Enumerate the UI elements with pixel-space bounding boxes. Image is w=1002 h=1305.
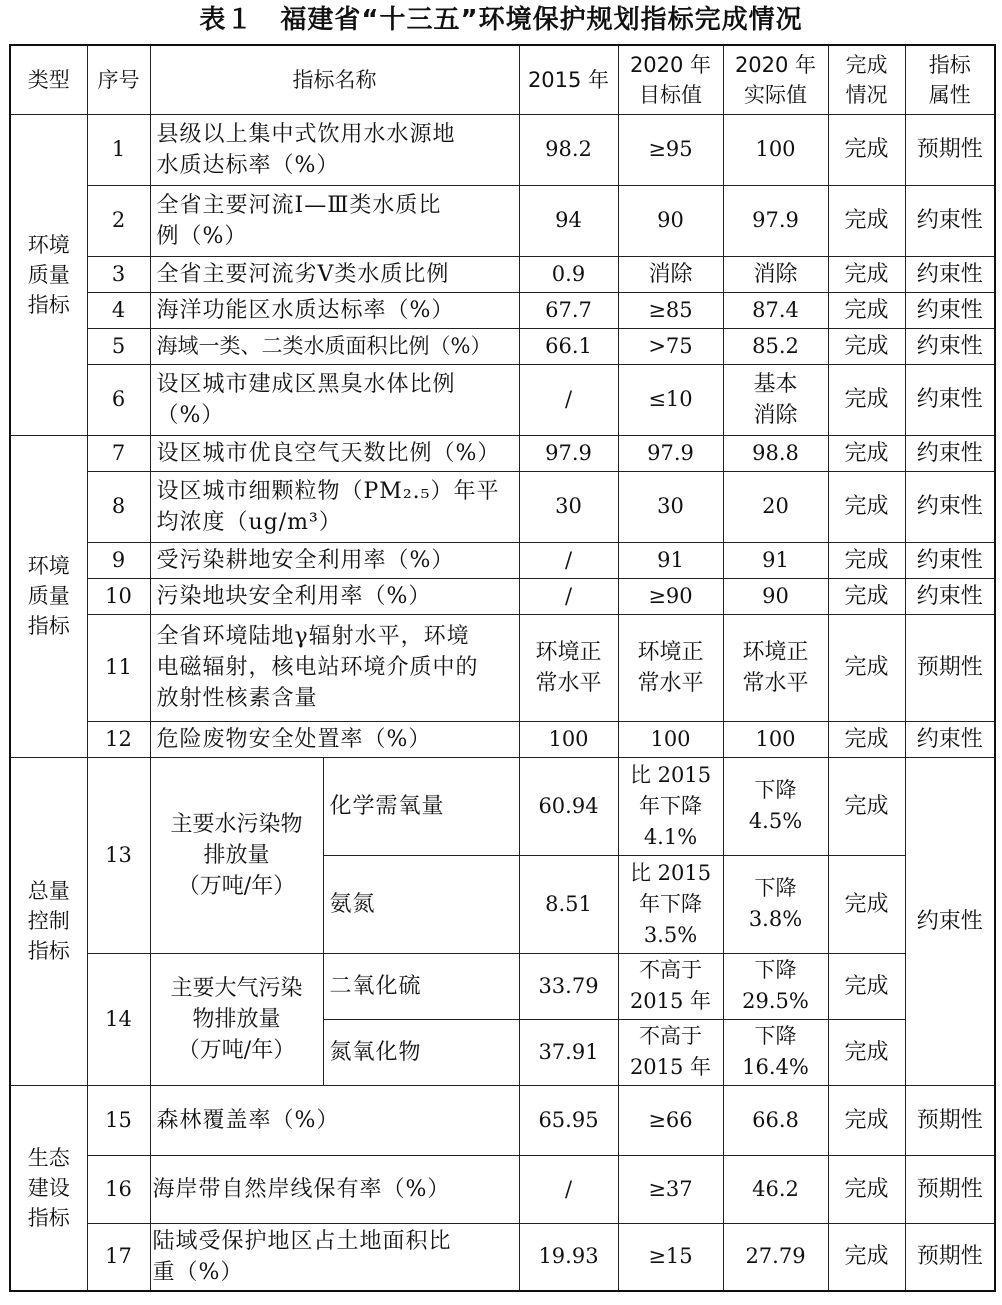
value-2015: / bbox=[519, 364, 618, 435]
indicator-name: 县级以上集中式饮用水水源地 水质达标率（%） bbox=[150, 114, 519, 185]
value-actual: 85.2 bbox=[723, 328, 828, 364]
header-name: 指标名称 bbox=[150, 45, 519, 114]
status-cell: 完成 bbox=[828, 721, 905, 757]
header-attr: 指标 属性 bbox=[905, 45, 995, 114]
table-row bbox=[10, 364, 995, 435]
table-row bbox=[10, 1223, 995, 1291]
seq-cell: 8 bbox=[87, 471, 150, 542]
status-cell: 完成 bbox=[828, 1085, 905, 1155]
indicator-name: 受污染耕地安全利用率（%） bbox=[150, 542, 519, 578]
attr-cell: 约束性 bbox=[905, 721, 995, 757]
attr-cell: 约束性 bbox=[905, 578, 995, 614]
table-row bbox=[10, 578, 995, 614]
header-row bbox=[10, 45, 995, 114]
status-cell: 完成 bbox=[828, 435, 905, 471]
seq-cell: 3 bbox=[87, 256, 150, 292]
seq-cell: 4 bbox=[87, 292, 150, 328]
value-actual: 下降 16.4% bbox=[723, 1019, 828, 1085]
seq-cell: 12 bbox=[87, 721, 150, 757]
attr-cell: 约束性 bbox=[905, 185, 995, 256]
status-cell: 完成 bbox=[828, 1223, 905, 1291]
value-2015: / bbox=[519, 542, 618, 578]
table-row bbox=[10, 185, 995, 256]
table-row bbox=[10, 953, 995, 1019]
value-2015: 65.95 bbox=[519, 1085, 618, 1155]
table-title: 表１ 福建省“十三五”环境保护规划指标完成情况 bbox=[199, 5, 803, 35]
value-actual: 20 bbox=[723, 471, 828, 542]
value-actual: 环境正 常水平 bbox=[723, 614, 828, 721]
value-actual: 下降 4.5% bbox=[723, 757, 828, 855]
status-cell: 完成 bbox=[828, 953, 905, 1019]
group-name-air: 主要大气污染 物排放量 （万吨/年） bbox=[150, 953, 323, 1085]
status-cell: 完成 bbox=[828, 328, 905, 364]
value-target: 环境正 常水平 bbox=[618, 614, 723, 721]
category-env-quality-1: 环境 质量 指标 bbox=[10, 114, 87, 435]
value-target: ≤10 bbox=[618, 364, 723, 435]
status-cell: 完成 bbox=[828, 855, 905, 953]
attr-cell: 约束性 bbox=[905, 292, 995, 328]
status-cell: 完成 bbox=[828, 471, 905, 542]
table-row bbox=[10, 1155, 995, 1223]
indicator-name: 污染地块安全利用率（%） bbox=[150, 578, 519, 614]
value-target: 消除 bbox=[618, 256, 723, 292]
attr-cell: 预期性 bbox=[905, 1223, 995, 1291]
status-cell: 完成 bbox=[828, 364, 905, 435]
table-row bbox=[10, 471, 995, 542]
value-actual: 100 bbox=[723, 114, 828, 185]
header-seq: 序号 bbox=[87, 45, 150, 114]
status-cell: 完成 bbox=[828, 185, 905, 256]
status-cell: 完成 bbox=[828, 1019, 905, 1085]
attr-cell: 预期性 bbox=[905, 614, 995, 721]
table-row bbox=[10, 435, 995, 471]
value-target: 100 bbox=[618, 721, 723, 757]
group-name-water: 主要水污染物 排放量 （万吨/年） bbox=[150, 757, 323, 953]
attr-cell: 约束性 bbox=[905, 471, 995, 542]
value-target: 97.9 bbox=[618, 435, 723, 471]
attr-cell: 约束性 bbox=[905, 328, 995, 364]
value-2015: 67.7 bbox=[519, 292, 618, 328]
value-target: 30 bbox=[618, 471, 723, 542]
attr-cell: 约束性 bbox=[905, 364, 995, 435]
value-target: 91 bbox=[618, 542, 723, 578]
status-cell: 完成 bbox=[828, 114, 905, 185]
value-2015: 环境正 常水平 bbox=[519, 614, 618, 721]
table-row bbox=[10, 256, 995, 292]
value-2015: 60.94 bbox=[519, 757, 618, 855]
attr-cell-total: 约束性 bbox=[905, 757, 995, 1085]
value-actual: 46.2 bbox=[723, 1155, 828, 1223]
value-actual: 基本 消除 bbox=[723, 364, 828, 435]
attr-cell: 约束性 bbox=[905, 435, 995, 471]
table-row bbox=[10, 114, 995, 185]
table-row bbox=[10, 328, 995, 364]
value-target: 比 2015 年下降 3.5% bbox=[618, 855, 723, 953]
indicator-name: 陆域受保护地区占土地面积比 重（%） bbox=[150, 1223, 519, 1291]
seq-cell: 14 bbox=[87, 953, 150, 1085]
seq-cell: 5 bbox=[87, 328, 150, 364]
table-row bbox=[10, 757, 995, 855]
value-2015: / bbox=[519, 1155, 618, 1223]
sub-indicator-name: 氨氮 bbox=[323, 855, 519, 953]
seq-cell: 17 bbox=[87, 1223, 150, 1291]
attr-cell: 预期性 bbox=[905, 1155, 995, 1223]
status-cell: 完成 bbox=[828, 578, 905, 614]
value-target: ≥90 bbox=[618, 578, 723, 614]
value-actual: 66.8 bbox=[723, 1085, 828, 1155]
value-2015: 100 bbox=[519, 721, 618, 757]
indicator-name: 危险废物安全处置率（%） bbox=[150, 721, 519, 757]
seq-cell: 7 bbox=[87, 435, 150, 471]
indicator-name: 设区城市建成区黑臭水体比例 （%） bbox=[150, 364, 519, 435]
table-row bbox=[10, 721, 995, 757]
seq-cell: 11 bbox=[87, 614, 150, 721]
header-target: 2020 年 目标值 bbox=[618, 45, 723, 114]
category-env-quality-2: 环境 质量 指标 bbox=[10, 435, 87, 757]
value-target: 比 2015 年下降 4.1% bbox=[618, 757, 723, 855]
indicator-name: 森林覆盖率（%） bbox=[150, 1085, 519, 1155]
status-cell: 完成 bbox=[828, 292, 905, 328]
value-actual: 90 bbox=[723, 578, 828, 614]
status-cell: 完成 bbox=[828, 542, 905, 578]
sub-indicator-name: 二氧化硫 bbox=[323, 953, 519, 1019]
indicator-name: 设区城市优良空气天数比例（%） bbox=[150, 435, 519, 471]
seq-cell: 10 bbox=[87, 578, 150, 614]
header-type: 类型 bbox=[10, 45, 87, 114]
status-cell: 完成 bbox=[828, 256, 905, 292]
value-2015: 97.9 bbox=[519, 435, 618, 471]
value-target: 90 bbox=[618, 185, 723, 256]
value-actual: 98.8 bbox=[723, 435, 828, 471]
value-actual: 97.9 bbox=[723, 185, 828, 256]
value-actual: 100 bbox=[723, 721, 828, 757]
value-actual: 下降 3.8% bbox=[723, 855, 828, 953]
value-2015: / bbox=[519, 578, 618, 614]
indicator-name: 海洋功能区水质达标率（%） bbox=[150, 292, 519, 328]
value-target: ≥37 bbox=[618, 1155, 723, 1223]
table-row bbox=[10, 542, 995, 578]
value-actual: 91 bbox=[723, 542, 828, 578]
value-2015: 37.91 bbox=[519, 1019, 618, 1085]
attr-cell: 约束性 bbox=[905, 542, 995, 578]
value-actual: 87.4 bbox=[723, 292, 828, 328]
seq-cell: 1 bbox=[87, 114, 150, 185]
indicator-name: 海域一类、二类水质面积比例（%） bbox=[150, 328, 519, 364]
attr-cell: 预期性 bbox=[905, 114, 995, 185]
seq-cell: 15 bbox=[87, 1085, 150, 1155]
status-cell: 完成 bbox=[828, 1155, 905, 1223]
sub-indicator-name: 化学需氧量 bbox=[323, 757, 519, 855]
value-2015: 98.2 bbox=[519, 114, 618, 185]
value-actual: 27.79 bbox=[723, 1223, 828, 1291]
indicator-name: 海岸带自然岸线保有率（%） bbox=[150, 1155, 519, 1223]
seq-cell: 2 bbox=[87, 185, 150, 256]
value-target: >75 bbox=[618, 328, 723, 364]
status-cell: 完成 bbox=[828, 757, 905, 855]
seq-cell: 13 bbox=[87, 757, 150, 953]
value-2015: 8.51 bbox=[519, 855, 618, 953]
header-2015: 2015 年 bbox=[519, 45, 618, 114]
value-2015: 33.79 bbox=[519, 953, 618, 1019]
indicator-name: 全省主要河流Ⅰ—Ⅲ类水质比 例（%） bbox=[150, 185, 519, 256]
value-target: ≥85 bbox=[618, 292, 723, 328]
table-row bbox=[10, 1085, 995, 1155]
header-actual: 2020 年 实际值 bbox=[723, 45, 828, 114]
attr-cell: 预期性 bbox=[905, 1085, 995, 1155]
seq-cell: 16 bbox=[87, 1155, 150, 1223]
value-target: 不高于 2015 年 bbox=[618, 953, 723, 1019]
value-2015: 94 bbox=[519, 185, 618, 256]
indicator-name: 全省主要河流劣Ⅴ类水质比例 bbox=[150, 256, 519, 292]
indicator-name: 设区城市细颗粒物（PM₂.₅）年平 均浓度（ug/m³） bbox=[150, 471, 519, 542]
value-target: ≥95 bbox=[618, 114, 723, 185]
status-cell: 完成 bbox=[828, 614, 905, 721]
value-target: ≥15 bbox=[618, 1223, 723, 1291]
value-2015: 19.93 bbox=[519, 1223, 618, 1291]
seq-cell: 6 bbox=[87, 364, 150, 435]
sub-indicator-name: 氮氧化物 bbox=[323, 1019, 519, 1085]
value-target: 不高于 2015 年 bbox=[618, 1019, 723, 1085]
header-status: 完成 情况 bbox=[828, 45, 905, 114]
attr-cell: 约束性 bbox=[905, 256, 995, 292]
indicator-name: 全省环境陆地γ辐射水平，环境 电磁辐射，核电站环境介质中的 放射性核素含量 bbox=[150, 614, 519, 721]
value-actual: 消除 bbox=[723, 256, 828, 292]
value-actual: 下降 29.5% bbox=[723, 953, 828, 1019]
table-row bbox=[10, 614, 995, 721]
category-eco: 生态 建设 指标 bbox=[10, 1085, 87, 1291]
value-2015: 0.9 bbox=[519, 256, 618, 292]
value-2015: 30 bbox=[519, 471, 618, 542]
category-total-control: 总量 控制 指标 bbox=[10, 757, 87, 1085]
value-target: ≥66 bbox=[618, 1085, 723, 1155]
table-row bbox=[10, 292, 995, 328]
value-2015: 66.1 bbox=[519, 328, 618, 364]
seq-cell: 9 bbox=[87, 542, 150, 578]
indicator-table bbox=[9, 44, 996, 1292]
